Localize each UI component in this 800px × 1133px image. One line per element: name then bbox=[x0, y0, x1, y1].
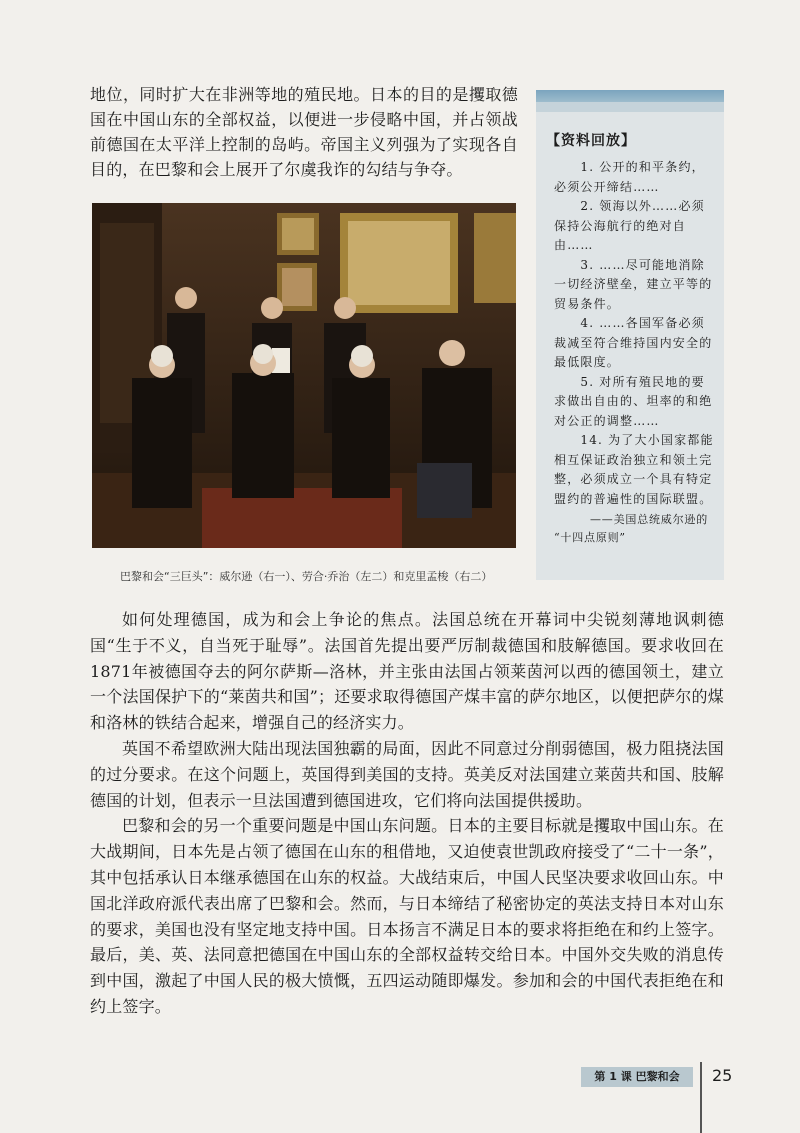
sidebar-source bbox=[554, 511, 714, 547]
source-attribution: ——美国总统威尔逊的 bbox=[590, 513, 708, 526]
body-paragraph: 英国不希望欧洲大陆出现法国独霸的局面，因此不同意过分削弱德国，极力阻挠法国的过分要求。在这个问题上，英国得到美国的支持。英美反对法国建立莱茵共和国、肢解德国的计划，但表示一旦法国遭到德国进攻，它们将向法国提供援助。 bbox=[90, 738, 724, 810]
sidebar-sub-band bbox=[536, 102, 724, 112]
sidebar-item: 14. 为了大小国家都能相互保证政治独立和领土完整，必须成立一个具有特定盟约的普遍性的国际联盟。 bbox=[554, 433, 714, 506]
photo-illustration bbox=[92, 203, 516, 548]
sidebar-box bbox=[536, 90, 724, 580]
paris-conference-photo bbox=[92, 203, 516, 548]
page-number: 25 bbox=[712, 1066, 733, 1085]
sidebar-items bbox=[554, 158, 714, 509]
body-paragraph: 巴黎和会的另一个重要问题是中国山东问题。日本的主要目标就是攫取中国山东。在大战期间，日本先是占领了德国在山东的租借地，又迫使袁世凯政府接受了“二十一条”，其中包括承认日本继承德国在山东的权益。大战结束后，中国人民坚决要求收回山东。中国北洋政府派代表出席了巴黎和会。然而，与日本缔结了秘密协定的英法支持日本对山东的要求，美国也没有坚定地支持中国。日本扬言不满足日本的要求将拒绝在和约上签字。最后，美、英、法同意把德国在中国山东的全部权益转交给日本。中国外交失败的消息传到中国，激起了中国人民的极大愤慨，五四运动随即爆发。参加和会的中国代表拒绝在和约上签字。 bbox=[90, 816, 724, 1016]
lesson-tab: 第 1 课 巴黎和会 bbox=[581, 1067, 693, 1087]
source-title: “十四点原则” bbox=[554, 531, 626, 544]
sidebar-item: 2. 领海以外……必须保持公海航行的绝对自由…… bbox=[554, 199, 705, 252]
sidebar-title: 【资料回放】 bbox=[546, 133, 636, 149]
footer-divider bbox=[700, 1062, 702, 1133]
photo-caption: 巴黎和会“三巨头”：威尔逊（右一）、劳合·乔治（左二）和克里孟梭（右二） bbox=[120, 570, 493, 583]
main-body-text bbox=[90, 607, 724, 1020]
sidebar-item: 1. 公开的和平条约，必须公开缔结…… bbox=[554, 160, 705, 194]
sidebar-top-band bbox=[536, 90, 724, 102]
sidebar-item: 3. ……尽可能地消除一切经济壁垒，建立平等的贸易条件。 bbox=[554, 257, 713, 311]
body-paragraph: 如何处理德国，成为和会上争论的焦点。法国总统在开幕词中尖锐刻薄地讽刺德国“生于不义，自当死于耻辱”。法国首先提出要严厉制裁德国和肢解德国。要求收回在1871年被德国夺去的阿尔萨斯—洛林，并主张由法国占领莱茵河以西的德国领土，建立一个法国保护下的“莱茵共和国”；还要求取得德国产煤丰富的萨尔地区，以便把萨尔的煤和洛林的铁结合起来，增强自己的经济实力。 bbox=[90, 610, 724, 733]
intro-paragraph: 地位，同时扩大在非洲等地的殖民地。日本的目的是攫取德国在中国山东的全部权益，以便进一步侵略中国，并占领战前德国在太平洋上控制的岛屿。帝国主义列强为了实现各自目的，在巴黎和会上展开了尔虞我诈的勾结与争夺。 bbox=[90, 85, 518, 179]
sidebar-item: 4. ……各国军备必须裁减至符合维持国内安全的最低限度。 bbox=[554, 316, 713, 369]
sidebar-item: 5. 对所有殖民地的要求做出自由的、坦率的和绝对公正的调整…… bbox=[554, 374, 713, 428]
